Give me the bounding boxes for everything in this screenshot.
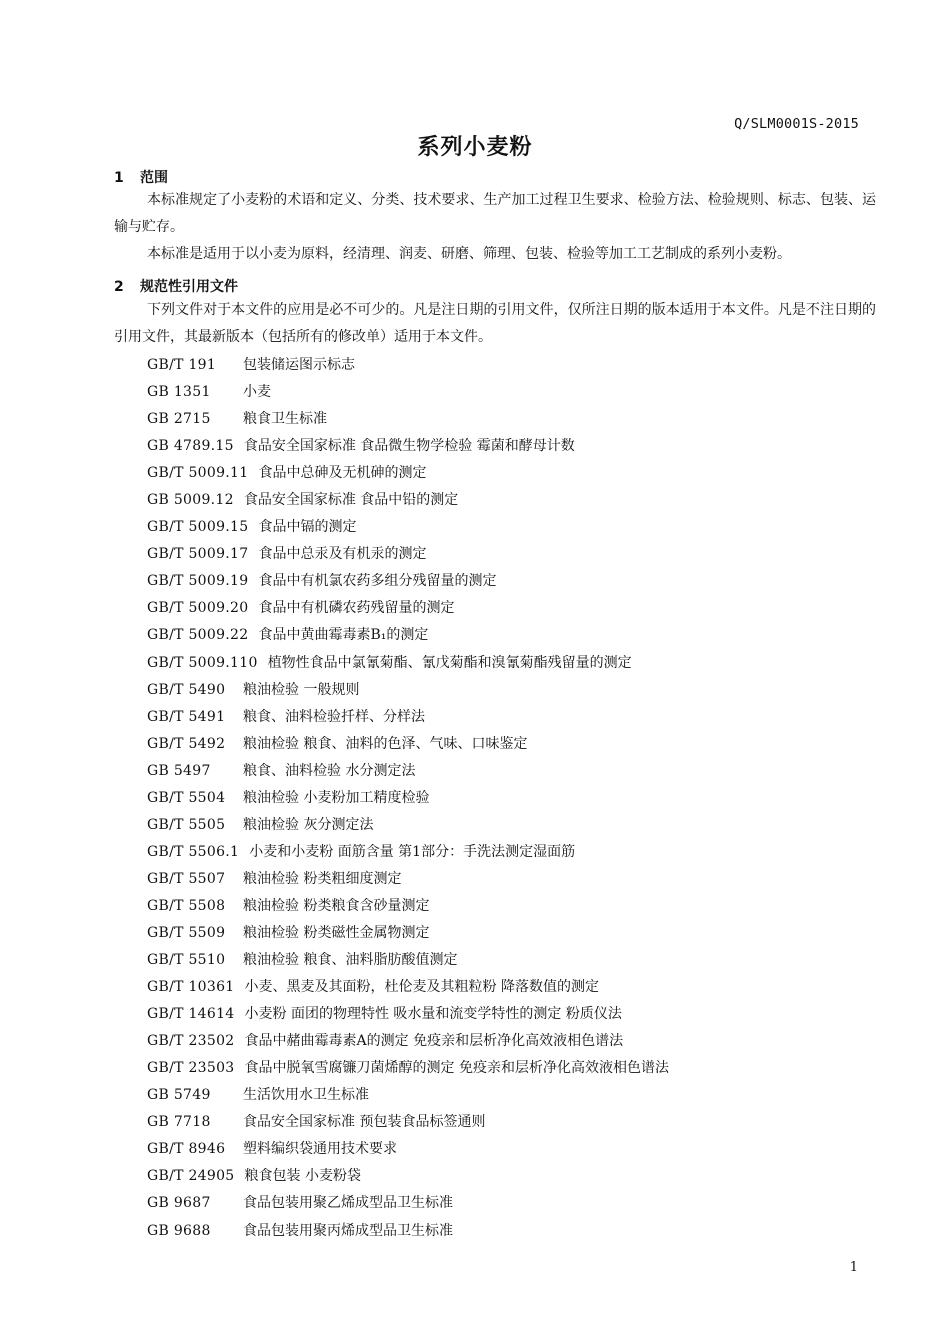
reference-item bbox=[147, 1055, 669, 1082]
reference-code: GB/T 5507 bbox=[147, 870, 226, 887]
section-2-number: 2 bbox=[114, 279, 124, 295]
reference-title: 粮食、油料检验扦样、分样法 bbox=[243, 708, 425, 725]
reference-code: GB/T 8946 bbox=[147, 1141, 226, 1158]
section-2-intro: 下列文件对于本文件的应用是必不可少的。凡是注日期的引用文件，仅所注日期的版本适用于本文件。凡是不注日期的引用文件，其最新版本（包括所有的修改单）适用于本文件。 bbox=[114, 302, 876, 345]
reference-code: GB/T 5510 bbox=[147, 952, 226, 969]
reference-item bbox=[147, 406, 669, 433]
reference-item bbox=[147, 622, 669, 649]
reference-title: 食品中脱氧雪腐镰刀菌烯醇的测定 免疫亲和层析净化高效液相色谱法 bbox=[244, 1060, 669, 1077]
document-title: 系列小麦粉 bbox=[417, 135, 533, 160]
reference-item bbox=[147, 541, 669, 568]
reference-code: GB/T 5505 bbox=[147, 816, 226, 833]
reference-code: GB/T 5506.1 bbox=[147, 843, 240, 860]
reference-title: 粮油检验 粮食、油料脂肪酸值测定 bbox=[243, 952, 458, 969]
reference-title: 生活饮用水卫生标准 bbox=[243, 1087, 369, 1104]
reference-code: GB 2715 bbox=[147, 411, 211, 428]
reference-code: GB/T 14614 bbox=[147, 1006, 235, 1023]
reference-item bbox=[147, 677, 669, 704]
reference-title: 食品安全国家标准 食品微生物学检验 霉菌和酵母计数 bbox=[243, 438, 575, 455]
reference-title: 包装储运图示标志 bbox=[243, 357, 355, 373]
reference-code: GB/T 5009.17 bbox=[147, 546, 249, 563]
reference-item bbox=[147, 731, 669, 758]
reference-title: 小麦、黑麦及其面粉，杜伦麦及其粗粒粉 降落数值的测定 bbox=[244, 979, 599, 996]
section-1-paragraph-1: 本标准规定了小麦粉的术语和定义、分类、技术要求、生产加工过程卫生要求、检验方法、检验规则、标志、包装、运输与贮存。 bbox=[114, 192, 876, 235]
reference-item bbox=[147, 1218, 669, 1245]
reference-title: 粮油检验 粮食、油料的色泽、气味、口味鉴定 bbox=[243, 735, 528, 752]
reference-code: GB/T 5491 bbox=[147, 708, 226, 725]
section-1-paragraph-2: 本标准是适用于以小麦为原料，经清理、润麦、研磨、筛理、包装、检验等加工工艺制成的系列小麦粉。 bbox=[147, 246, 791, 262]
reference-code: GB/T 23502 bbox=[147, 1033, 235, 1050]
section-2-title: 规范性引用文件 bbox=[140, 279, 238, 295]
reference-item bbox=[147, 433, 669, 460]
reference-code: GB 9688 bbox=[147, 1222, 211, 1239]
reference-item bbox=[147, 974, 669, 1001]
reference-item bbox=[147, 568, 669, 595]
reference-code: GB/T 5508 bbox=[147, 897, 226, 914]
page-number: 1 bbox=[849, 1260, 858, 1275]
reference-title: 食品中总砷及无机砷的测定 bbox=[258, 465, 427, 482]
reference-item bbox=[147, 514, 669, 541]
reference-code: GB 5497 bbox=[147, 762, 211, 779]
reference-code: GB 4789.15 bbox=[147, 438, 234, 455]
reference-title: 小麦和小麦粉 面筋含量 第1部分：手洗法测定湿面筋 bbox=[249, 843, 576, 860]
reference-item bbox=[147, 1163, 669, 1190]
reference-code: GB/T 5009.19 bbox=[147, 573, 249, 590]
reference-title: 粮油检验 灰分测定法 bbox=[243, 816, 374, 833]
reference-item bbox=[147, 866, 669, 893]
reference-item bbox=[147, 1001, 669, 1028]
reference-list bbox=[147, 352, 669, 1245]
reference-item bbox=[147, 1190, 669, 1217]
reference-code: GB/T 5492 bbox=[147, 735, 226, 752]
reference-title: 小麦粉 面团的物理特性 吸水量和流变学特性的测定 粉质仪法 bbox=[244, 1006, 622, 1023]
reference-title: 食品中有机氯农药多组分残留量的测定 bbox=[258, 573, 497, 590]
reference-item bbox=[147, 1136, 669, 1163]
reference-code: GB/T 191 bbox=[147, 357, 217, 373]
reference-title: 食品中总汞及有机汞的测定 bbox=[258, 546, 427, 563]
reference-title: 粮食、油料检验 水分测定法 bbox=[243, 762, 416, 779]
reference-code: GB 1351 bbox=[147, 384, 211, 401]
reference-title: 食品中有机磷农药残留量的测定 bbox=[258, 600, 455, 617]
reference-title: 食品安全国家标准 食品中铅的测定 bbox=[243, 492, 459, 509]
reference-title: 粮油检验 粉类粗细度测定 bbox=[243, 870, 402, 887]
reference-title: 粮油检验 粉类磁性金属物测定 bbox=[243, 924, 430, 941]
reference-code: GB/T 5009.20 bbox=[147, 600, 249, 617]
section-1-number: 1 bbox=[114, 170, 124, 186]
reference-code: GB/T 5490 bbox=[147, 681, 226, 698]
reference-item bbox=[147, 839, 669, 866]
reference-item bbox=[147, 758, 669, 785]
reference-title: 食品中黄曲霉毒素B₁的测定 bbox=[258, 627, 429, 644]
reference-title: 小麦 bbox=[243, 384, 271, 401]
reference-title: 食品安全国家标准 预包装食品标签通则 bbox=[243, 1114, 486, 1131]
reference-item bbox=[147, 1028, 669, 1055]
reference-item bbox=[147, 595, 669, 622]
reference-code: GB/T 5009.11 bbox=[147, 465, 249, 482]
section-1-title: 范围 bbox=[140, 170, 168, 186]
reference-item bbox=[147, 893, 669, 920]
reference-item bbox=[147, 460, 669, 487]
reference-title: 粮食卫生标准 bbox=[243, 411, 327, 428]
reference-code: GB/T 5509 bbox=[147, 924, 226, 941]
reference-code: GB 5749 bbox=[147, 1087, 211, 1104]
reference-item bbox=[147, 487, 669, 514]
reference-title: 粮食包装 小麦粉袋 bbox=[244, 1168, 361, 1185]
reference-code: GB/T 24905 bbox=[147, 1168, 235, 1185]
reference-code: GB 7718 bbox=[147, 1114, 211, 1131]
reference-item bbox=[147, 947, 669, 974]
reference-title: 食品中镉的测定 bbox=[258, 519, 357, 536]
reference-item bbox=[147, 352, 669, 379]
reference-title: 食品包装用聚丙烯成型品卫生标准 bbox=[243, 1222, 453, 1239]
reference-code: GB/T 5009.110 bbox=[147, 654, 258, 671]
reference-title: 食品包装用聚乙烯成型品卫生标准 bbox=[243, 1195, 453, 1212]
reference-title: 塑料编织袋通用技术要求 bbox=[243, 1141, 397, 1158]
reference-title: 粮油检验 小麦粉加工精度检验 bbox=[243, 789, 430, 806]
reference-code: GB/T 5009.15 bbox=[147, 519, 249, 536]
document-code: Q/SLM0001S-2015 bbox=[734, 116, 859, 132]
reference-code: GB/T 5504 bbox=[147, 789, 226, 806]
reference-code: GB 9687 bbox=[147, 1195, 211, 1212]
reference-title: 植物性食品中氯氰菊酯、氰戊菊酯和溴氰菊酯残留量的测定 bbox=[267, 654, 632, 671]
reference-title: 粮油检验 一般规则 bbox=[243, 681, 360, 698]
reference-item bbox=[147, 704, 669, 731]
reference-item bbox=[147, 379, 669, 406]
reference-item bbox=[147, 1082, 669, 1109]
reference-code: GB/T 10361 bbox=[147, 979, 235, 996]
reference-title: 粮油检验 粉类粮食含砂量测定 bbox=[243, 897, 430, 914]
reference-code: GB/T 5009.22 bbox=[147, 627, 249, 644]
reference-code: GB 5009.12 bbox=[147, 492, 234, 509]
reference-title: 食品中赭曲霉毒素A的测定 免疫亲和层析净化高效液相色谱法 bbox=[244, 1033, 624, 1050]
reference-code: GB/T 23503 bbox=[147, 1060, 235, 1077]
reference-item bbox=[147, 650, 669, 677]
reference-item bbox=[147, 812, 669, 839]
reference-item bbox=[147, 920, 669, 947]
reference-item bbox=[147, 1109, 669, 1136]
reference-item bbox=[147, 785, 669, 812]
